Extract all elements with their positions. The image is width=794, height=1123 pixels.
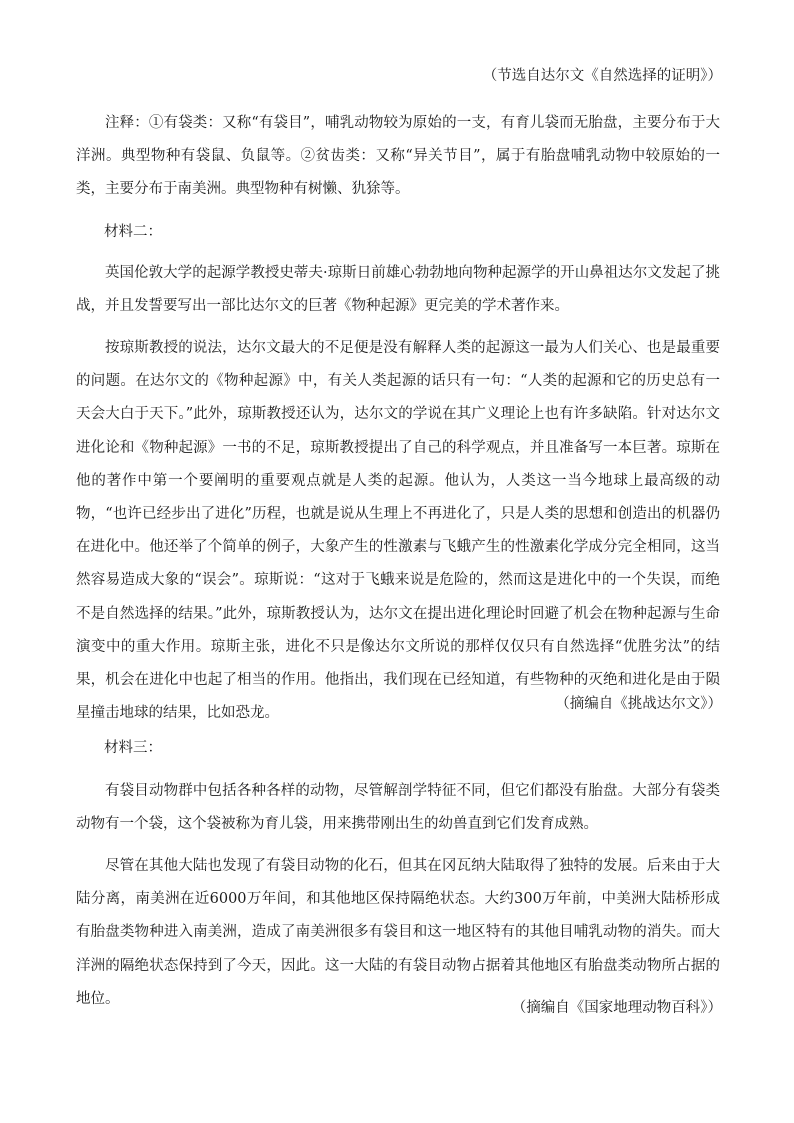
material-2-heading: 材料二： [104, 224, 162, 240]
source-citation-1: （节选自达尔文《自然选择的证明》） [482, 68, 722, 84]
source-citation-3: （摘编自《国家地理动物百科》） [511, 1000, 722, 1016]
source-citation-2: （摘编自《挑战达尔文》） [555, 696, 722, 712]
material-3-paragraph-2: 尽管在其他大陆也发现了有袋目动物的化石，但其在冈瓦纳大陆取得了独特的发展。后来由于大陆分离，南美洲在近6000万年间，和其他地区保持隔绝状态。大约300万年前，中美洲大陆桥形成有胎盘类物种进入南美洲，造成了南美洲很多有袋目和这一地区特有的其他目哺乳动物的消失。而大洋洲的隔绝状态保持到了今天，因此。这一大陆的有袋目动物占据着其他地区有胎盘类动物所占据的地位。 [76, 858, 720, 1007]
notes-paragraph: 注释：①有袋类：又称“有袋目”，哺乳动物较为原始的一支，有育儿袋而无胎盘，主要分布于大洋洲。典型物种有袋鼠、负鼠等。②贫齿类：又称“异关节目”，属于有胎盘哺乳动物中较原始的一类，主要分布于南美洲。典型物种有树懒、犰狳等。 [76, 115, 720, 198]
material-2-paragraph-2: 按琼斯教授的说法，达尔文最大的不足便是没有解释人类的起源这一最为人们关心、也是最重要的问题。在达尔文的《物种起源》中，有关人类起源的话只有一句：“人类的起源和它的历史总有一天会大白于天下。”此外，琼斯教授还认为，达尔文的学说在其广义理论上也有许多缺陷。针对达尔文进化论和《物种起源》一书的不足，琼斯教授提出了自己的科学观点，并且准备写一本巨著。琼斯在他的著作中第一个要阐明的重要观点就是人类的起源。他认为，人类这一当今地球上最高级的动物，“也许已经步出了进化”历程，也就是说从生理上不再进化了，只是人类的思想和创造出的机器仍在进化中。他还举了个简单的例子，大象产生的性激素与飞蛾产生的性激素化学成分完全相同，这当然容易造成大象的“误会”。琼斯说：“这对于飞蛾来说是危险的，然而这是进化中的一个失误，而绝不是自然选择的结果。”此外，琼斯教授认为，达尔文在提出进化理论时回避了机会在物种起源与生命演变中的重大作用。琼斯主张，进化不只是像达尔文所说的那样仅仅只有自然选择“优胜劣汰”的结果，机会在进化中也起了相当的作用。他指出，我们现在已经知道，有些物种的灭绝和进化是由于陨星撞击地球的结果，比如恐龙。 [76, 340, 720, 722]
material-2-paragraph-1: 英国伦敦大学的起源学教授史蒂夫·琼斯日前雄心勃勃地向物种起源学的开山鼻祖达尔文发起了挑战，并且发誓要写出一部比达尔文的巨著《物种起源》更完美的学术著作来。 [76, 265, 720, 315]
material-3-paragraph-1: 有袋目动物群中包括各种各样的动物，尽管解剖学特征不同，但它们都没有胎盘。大部分有袋类动物有一个袋，这个袋被称为育儿袋，用来携带刚出生的幼兽直到它们发育成熟。 [76, 783, 720, 833]
material-3-heading: 材料三： [104, 740, 162, 756]
